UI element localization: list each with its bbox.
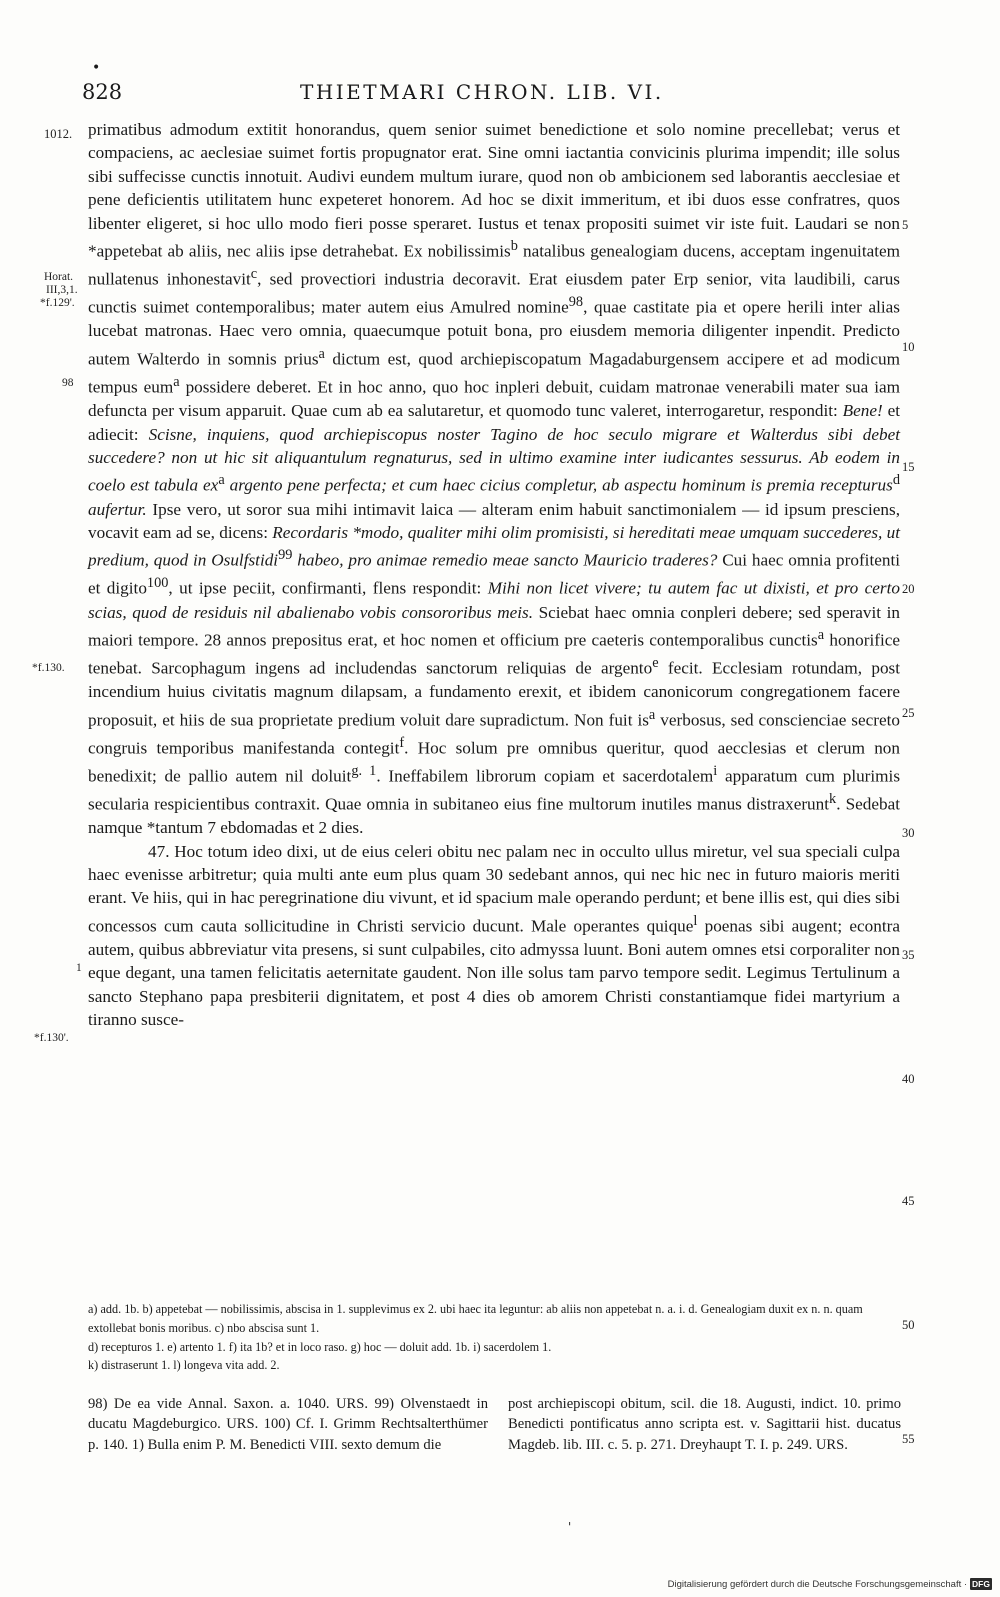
line-number: 50 — [902, 1318, 915, 1332]
paragraph-47: 47. Hoc totum ideo dixi, ut de eius celeri obitu nec palam nec in occulto ullus miretur, vel sua speciali culpa haec evenisse arbitretur; quia multi ante eum plus quam 30 sedebant annos, qui nec hic nec in futuro maioris meriti erant. Ve hiis, qui in hac peregrinatione diu vivunt, et id spacium male operando perdunt; et bene illis est, qui dies sibi concessos cum cauta sollicitudine in Christi servicio ducunt. Male operantes quique$^l$ poenas sibi augent; econtra autem, quibus abbreviatur vita presens, si sunt culpabiles, cito admyssa luunt. Boni autem omnes etsi corporaliter non eque degant, una tamen felicitatis aeternitate gaudent. Non ille solus tam parvo tempore sedit. Legimus Tertulinum a sancto Stephano papa presbiterii dignitatem, et post 4 dies ob amorem Christi constantiamque fidei martyrium a tiranno susce- — [88, 841, 900, 1030]
line-number: 20 — [902, 582, 915, 596]
textual-note-line: k) distraserunt 1. l) longeva vita add. 2. — [88, 1358, 280, 1373]
editor-notes-right: post archiepiscopi obitum, scil. die 18. Augusti, indict. 10. primo Benedicti pontificatus anno scripta est. v. Sagittarii hist. ducatus Magdeb. lib. III. c. 5. p. 271. Dreyhaupt T. I. p. 249. URS. — [508, 1396, 901, 1453]
textual-notes — [88, 1300, 904, 1375]
bottom-mark: ' — [568, 1520, 572, 1534]
dfg-logo: DFG — [972, 1579, 990, 1589]
textual-note-line: d) recepturos 1. e) artento 1. f) ita 1b? et in loco raso. g) hoc — doluit add. 1b. i) sacerdolem 1. — [88, 1339, 552, 1354]
line-number: 30 — [902, 826, 915, 840]
margin-horat-ref: III,3,1. — [46, 284, 78, 296]
margin-folio: *f.130'. — [34, 1032, 69, 1044]
margin-note-ref: 98 — [62, 377, 74, 389]
page-number: 828 — [82, 80, 123, 104]
line-number: 5 — [902, 218, 909, 232]
running-title: THIETMARI CHRON. LIB. VI. — [300, 80, 664, 104]
line-number: 35 — [902, 948, 915, 962]
editor-notes-left: 98) De ea vide Annal. Saxon. a. 1040. URS. 99) Olvenstaedt in ducatu Magdeburgico. URS. 100) Cf. I. Grimm Rechtsalterthümer p. 140. 1) Bulla enim P. M. Benedicti VIII. sexto demum die — [88, 1396, 488, 1453]
line-number: 40 — [902, 1072, 915, 1086]
margin-year: 1012. — [44, 127, 73, 141]
margin-horat: Horat. — [44, 271, 74, 283]
digitization-text: Digitalisierung gefördert durch die Deutsche Forschungsgemeinschaft · — [667, 1578, 968, 1590]
paragraph: primatibus admodum extitit honorandus, quem senior suimet benedictione et solo nomine precellebat; verus et compaciens, ac aeclesiae suimet fortis propugnator erat. Sine omni iactantia convicinis plurima impendit; ille solus sibi suffecisse cunctis innotuit. Audivi eundem multum iurare, quod non ob ambicionem sed laborantis aecclesiae et pene deficientis utilitatem hunc expeteret honorem. Ad hoc se dixit immeritum, et ibi duos esse confratres, quos libenter eligeret, si hoc ullo modo fieri posse speraret. Iustus et tenax propositi suimet vir iste fuit. Laudari se non *appetebat ab aliis, nec aliis ipse detrahebat. Ex nobilissimis$^b$ natalibus genealogiam ducens, acceptam ingenuitatem nullatenus inhonestavit$^c$, sed provectiori industria decoravit. Erat eiusdem pater Erp senior, vita laudibili, carus cunctis suimet contemporalibus; mater autem eius Amulred nomine$^{98}$, quae castitate pia et opere herili inter alias lucebat matronas. Haec vero omnia, quaecumque potuit bona, pro eiusdem memoria diligenter inpendit. Predicto autem Walterdo in somnis prius$^a$ dictum est, quod archiepiscopatum Magadaburgensem accipere et ad modicum tempus eum$^a$ possidere deberet. Et in hoc anno, quo hoc inpleri debuit, cuidam matronae venerabili mater sua iam defuncta per visum apparuit. Quae cum ab ea salutaretur, et quomodo tunc valeret, interrogaretur, respondit: Bene! et adiecit: Scisne, inquiens, quod archiepiscopus noster Tagino de hoc seculo migrare et Walterdus sibi debet succedere? non ut hic sit aliquantulum regnaturus, sed in ultimo examine inter iudicantes sessurus. Ab eodem in coelo est tabula $ex^a$ argento pene perfecta; et cum haec cicius completur, ab aspectu hominum is premia recepturus$^d$ aufertur. Ipse vero, ut soror sua mihi intimavit laica — alteram enim habuit sanctimonialem — id ipsum presciens, vocavit eam ad se, dicens: Recordaris *modo, qualiter mihi olim promisisti, si hereditati meae umquam succederes, ut predium, quod in Osulfstidi$^{99}$ habeo, pro animae remedio meae sancto Mauricio traderes? Cui haec omnia profitenti et digito$^{100}$, ut ipse peciit, confirmanti, flens respondit: Mihi non licet vivere; tu autem fac ut dixisti, et pro certo scias, quod de residuis nil abalienabo vobis consororibus meis. Sciebat haec omnia conpleri debere; sed speravit in maiori tempore. 28 annos prepositus erat, et hoc nomen et officium pre caeteris contemporalibus cunctis$^a$ honorifice tenebat. Sarcophagum ingens ad includendas sanctorum reliquias de argento$^e$ fecit. Ecclesiam rotundam, post incendium huius civitatis magnum dilapsam, a fundamento erexit, et ibidem canonicorum congregationem facere proposuit, et hiis de sua proprietate predium voluit dare supradictum. Non fuit $is^a$ verbosus, sed conscienciae secreto congruis temporibus manifestanda contegit$^f$. Hoc solum pre omnibus queritur, quod aecclesias et clerum non benedixit; de pallio autem nil doluit$^{g. 1}$. Ineffabilem librorum copiam et sacerdotalem$^i$ apparatum cum plurimis secularia respicientibus contraxit. Quae omnia in subitaneo eius fine multorum inutiles manus distraxerunt$^k$. Sedebat namque *tantum 7 ebdomadas et 2 dies. — [88, 120, 901, 838]
main-text — [88, 118, 900, 1032]
line-number: 25 — [902, 706, 915, 720]
line-number: 15 — [902, 460, 915, 474]
textual-note-line: a) add. 1b. b) appetebat — nobilissimis, abscisa in 1. supplevimus ex 2. ubi haec ita leguntur: ab aliis non appetebat n. a. i. d. Genealogiam duxit ex n. n. quam extollebat bonis moribus. c) nbo abscisa sunt 1. — [88, 1302, 863, 1335]
digitization-credit — [668, 1578, 992, 1590]
top-dot: • — [92, 60, 101, 76]
margin-note-ref: 1 — [76, 962, 82, 974]
line-number: 55 — [902, 1432, 915, 1446]
margin-folio: *f.130. — [32, 662, 65, 674]
margin-folio: *f.129'. — [40, 297, 75, 309]
line-number: 45 — [902, 1194, 915, 1208]
line-number: 10 — [902, 340, 915, 354]
